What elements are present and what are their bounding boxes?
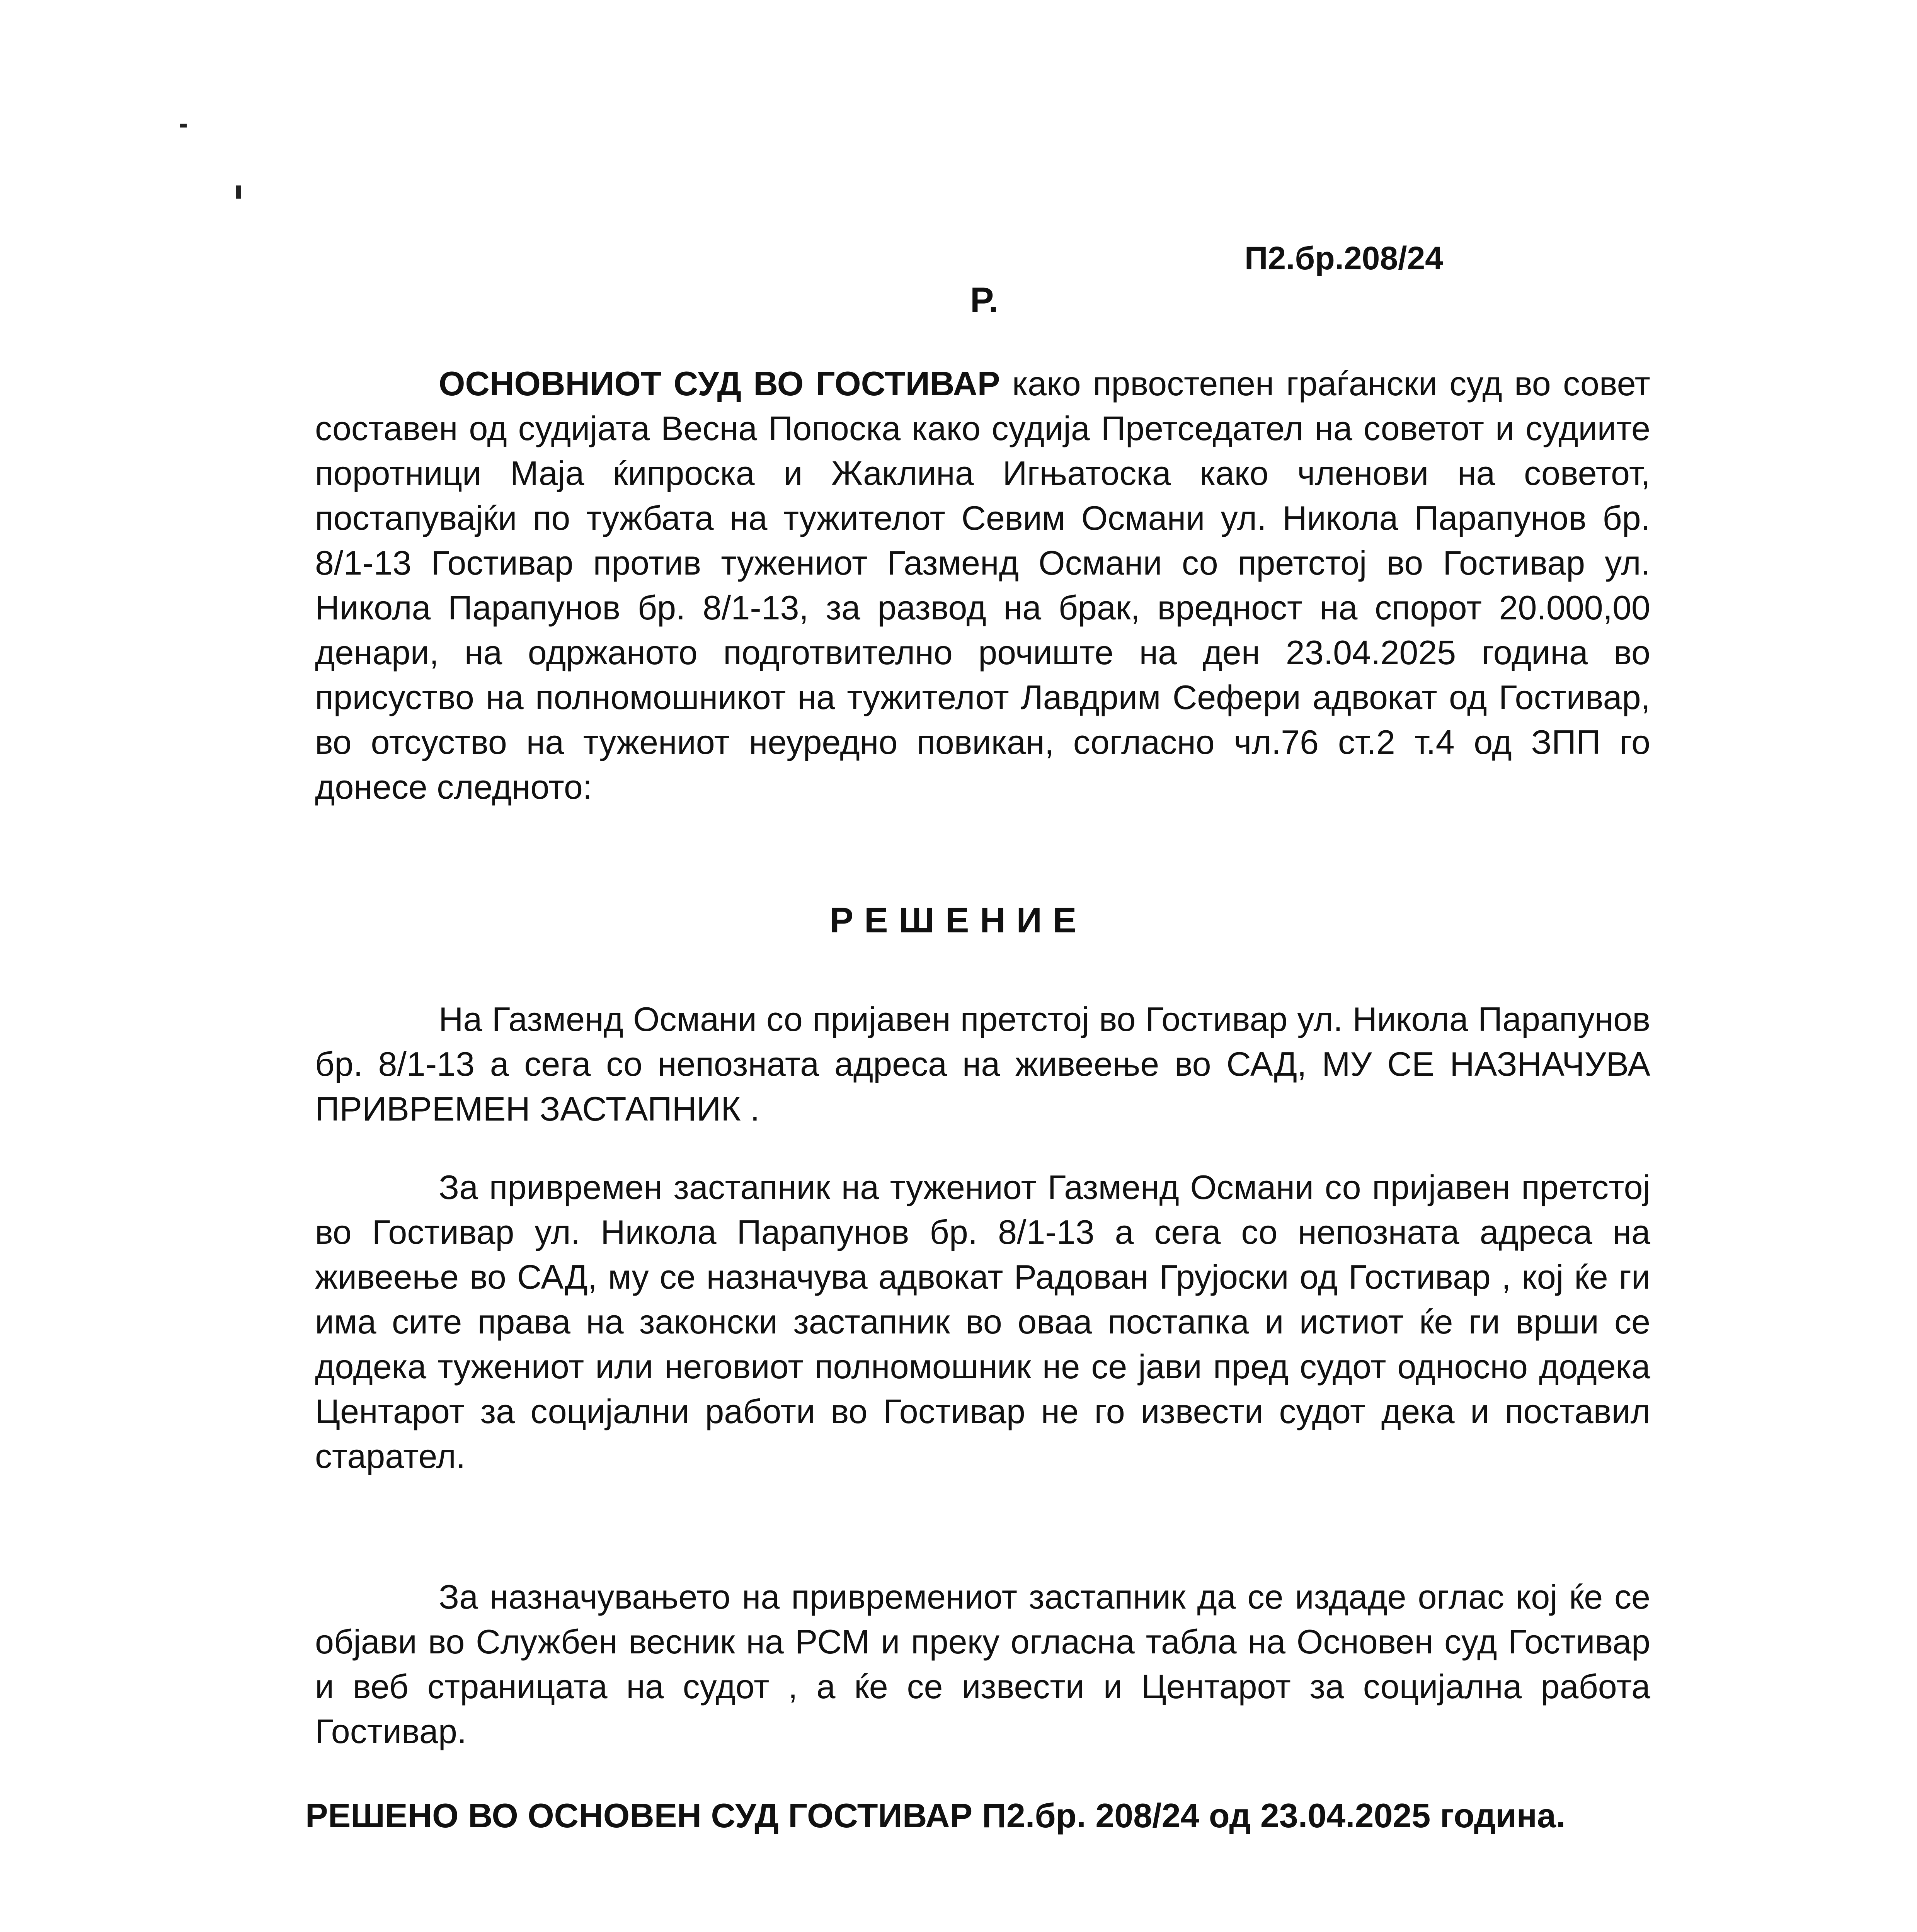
document-mark: Р. xyxy=(970,281,999,320)
decision-title: РЕШЕНИЕ xyxy=(829,901,1088,940)
resolved-line: РЕШЕНО ВО ОСНОВЕН СУД ГОСТИВАР П2.бр. 208/24 од 23.04.2025 година. xyxy=(305,1796,1566,1835)
decision-paragraph-1 xyxy=(315,997,1650,1131)
paragraph-text: За назначувањето на привремениот застапник да се издаде оглас кој ќе се објави во Службен весник на РСМ и преку огласна табла на Основен суд Гостивар и веб страницата на судот , а ќе се извести и Центарот за социјална работа Гостивар. xyxy=(315,1578,1650,1750)
intro-text: како првостепен граѓански суд во совет составен од судијата Весна Попоска како судија Претседател на советот и судиите поротници Маја ќипроска и Жаклина Игњатоска како членови на советот, постапувајќи по тужбата на тужителот Севим Османи ул. Никола Парапунов бр. 8/1-13 Гостивар против тужениот Газменд Османи со претстој во Гостивар ул. Никола Парапунов бр. 8/1-13, за развод на брак, вредност на спорот 20.000,00 денари, на одржаното подготвително рочиште на ден 23.04.2025 година во присуство на полномошникот на тужителот Лавдрим Сефери адвокат од Гостивар, во отсуство на тужениот неуредно повикан, согласно чл.76 ст.2 т.4 од ЗПП го донесе следното: xyxy=(315,364,1650,806)
decision-paragraph-3 xyxy=(315,1575,1650,1754)
scan-speck xyxy=(236,185,241,199)
court-name: ОСНОВНИОТ СУД ВО ГОСТИВАР xyxy=(439,364,1000,403)
intro-paragraph xyxy=(315,361,1650,810)
decision-paragraph-2 xyxy=(315,1165,1650,1479)
case-number: П2.бр.208/24 xyxy=(1245,240,1443,276)
paragraph-text: За привремен застапник на тужениот Газменд Османи со пријавен претстој во Гостивар ул. Никола Парапунов бр. 8/1-13 а сега со непозната адреса на живеење во САД, му се назначува адвокат Радован Грујоски од Гостивар , кој ќе ги има сите права на законски застапник во оваа постапка и истиот ќе ги врши се додека тужениот или неговиот полномошник не се јави пред судот односно додека Центарот за социјални работи во Гостивар не го извести судот дека и поставил старател. xyxy=(315,1168,1650,1475)
scan-speck xyxy=(180,124,187,128)
paragraph-text: На Газменд Османи со пријавен претстој во Гостивар ул. Никола Парапунов бр. 8/1-13 а сега со непозната адреса на живеење во САД, МУ СЕ НАЗНАЧУВА ПРИВРЕМЕН ЗАСТАПНИК . xyxy=(315,1000,1650,1128)
